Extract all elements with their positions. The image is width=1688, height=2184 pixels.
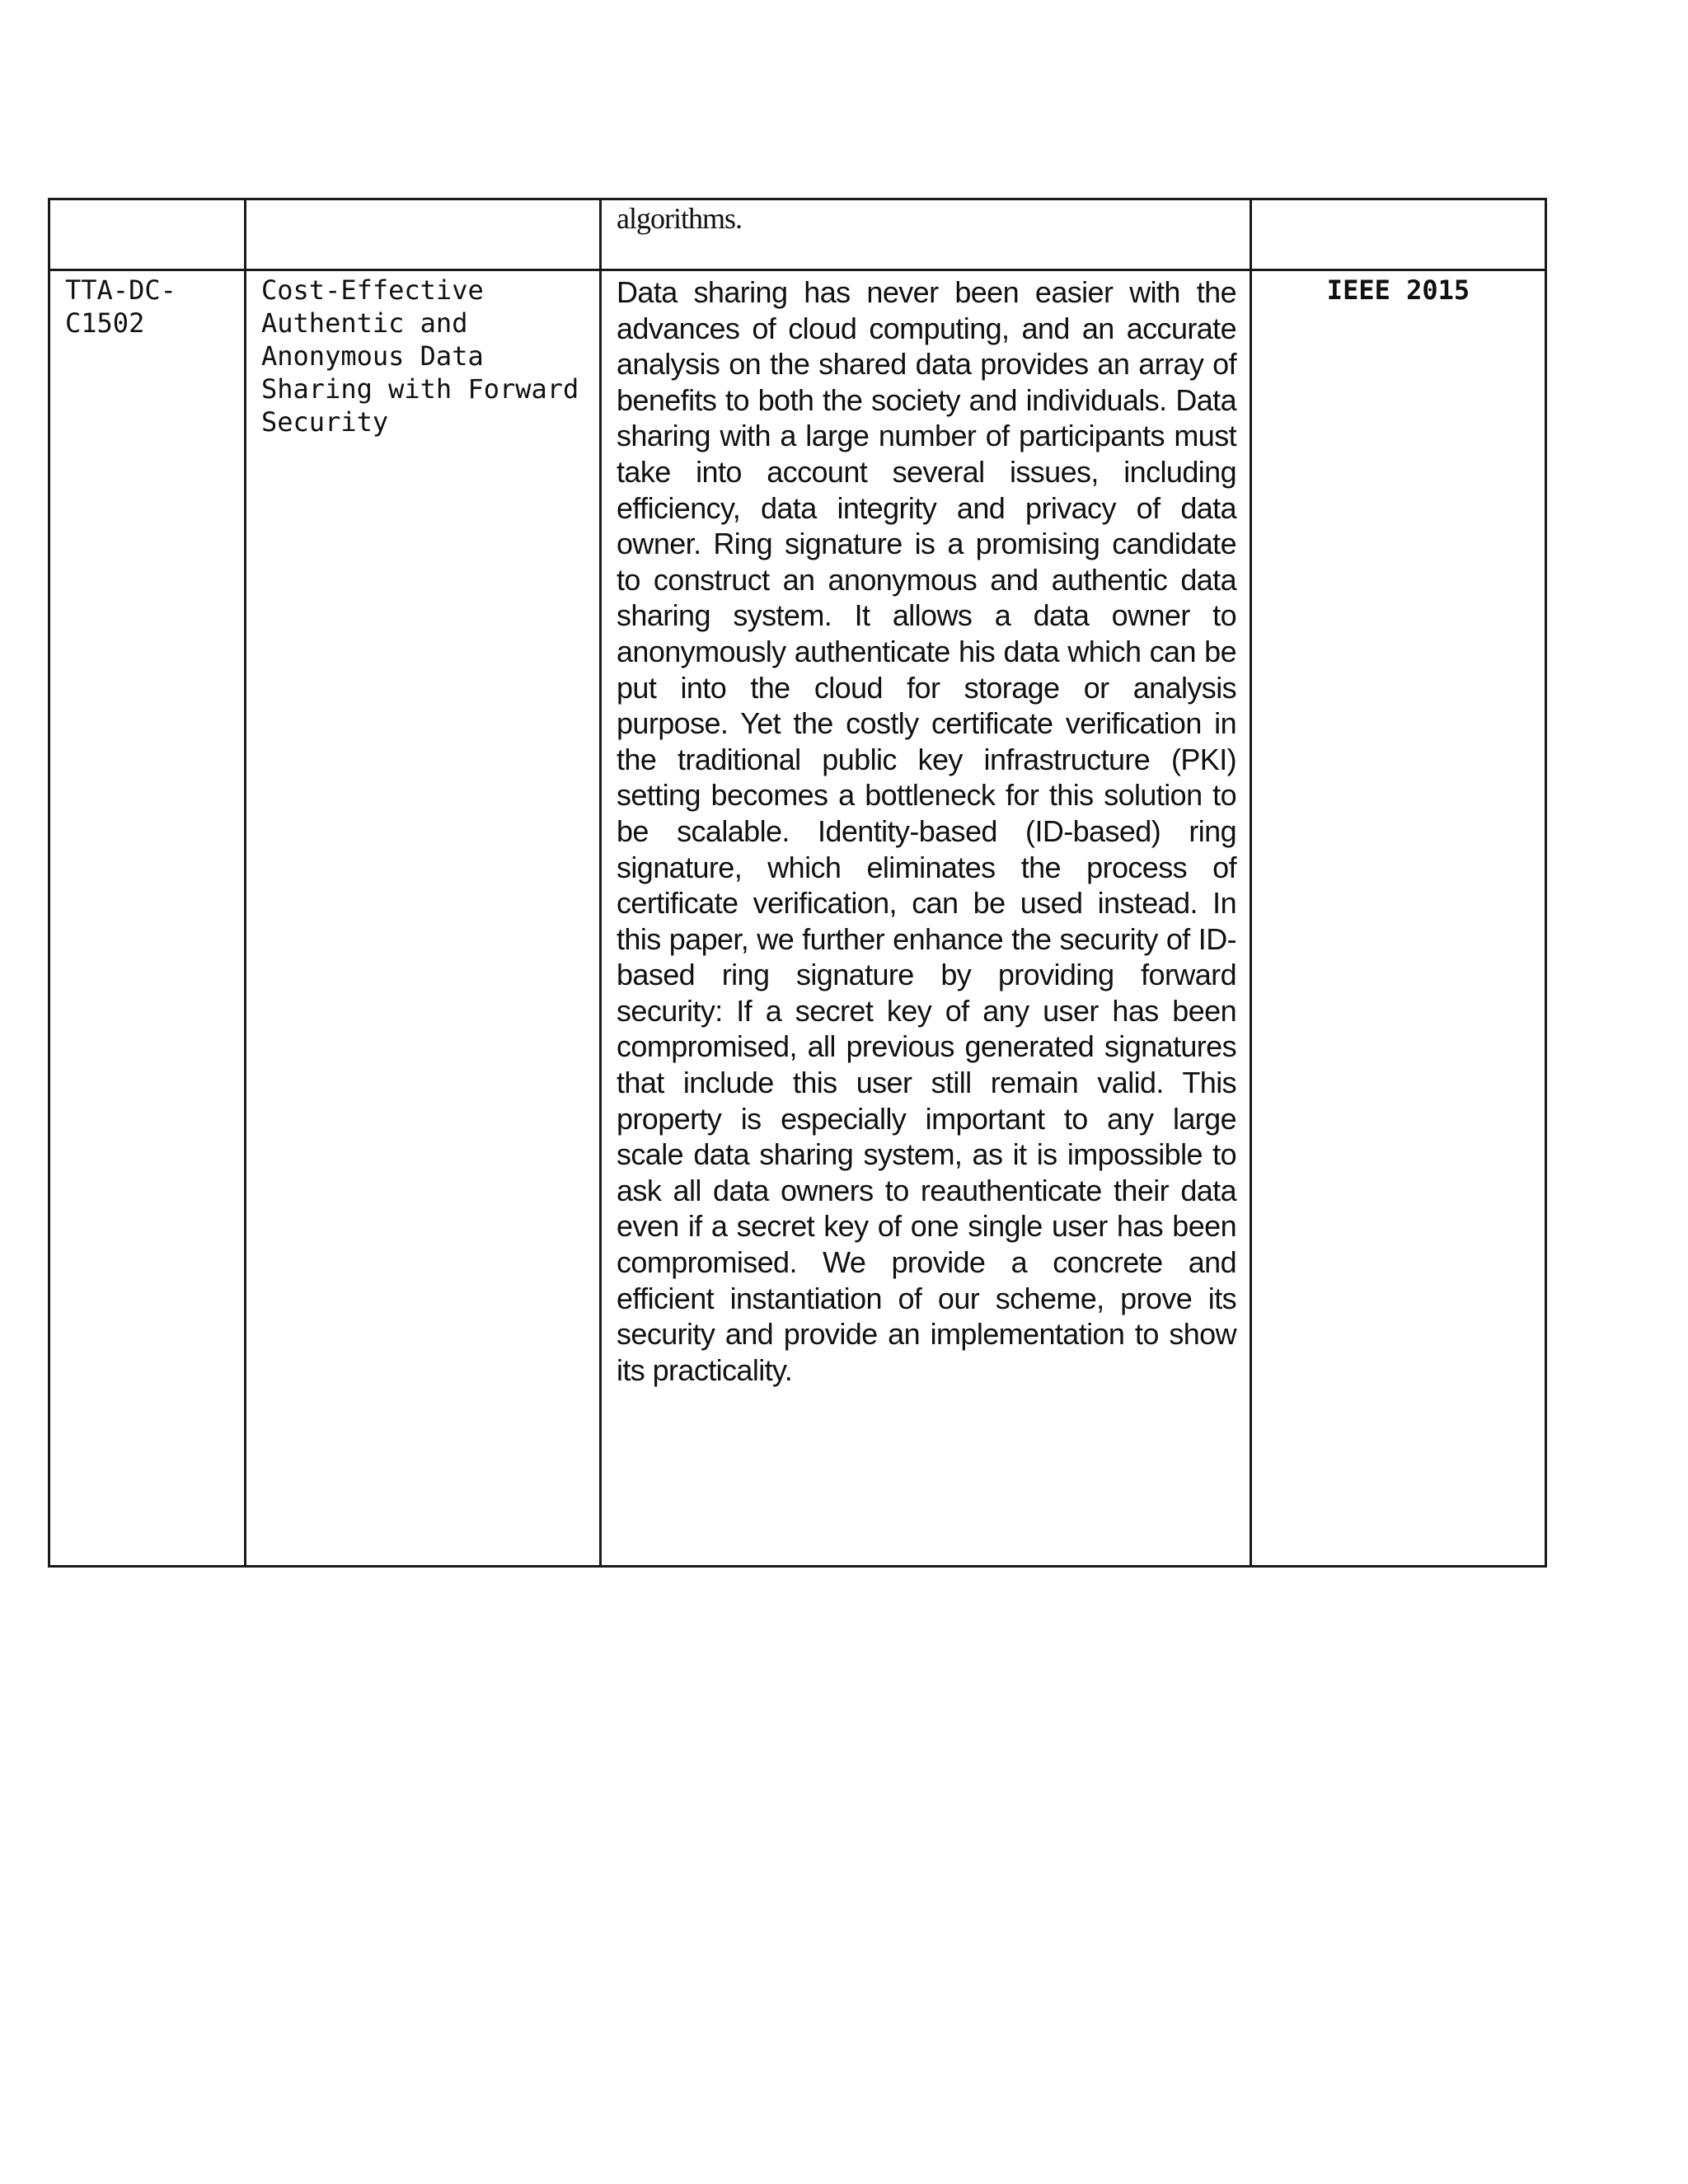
cell-title — [246, 270, 601, 1567]
table-row — [49, 270, 1546, 1567]
cell-id — [49, 270, 246, 1567]
project-table — [48, 198, 1547, 1568]
project-id: TTA-DC- C1502 — [65, 274, 176, 339]
cell-id-empty — [49, 199, 246, 270]
cell-publication — [1251, 270, 1546, 1567]
project-title: Cost-Effective Authentic and Anonymous Data Sharing with Forward Security — [261, 274, 579, 438]
publication-label: IEEE 2015 — [1326, 274, 1470, 306]
project-abstract: Data sharing has never been easier with the advances of cloud computing, and an accurate analysis on the shared data provides an array of benefits to both the society and individuals. Data sharing with a large number of participants must take into account several issues, including efficiency, data integrity and privacy of data owner. Ring signature is a promising candidate to construct an anonymous and authentic data sharing system. It allows a data owner to anonymously authenticate his data which can be put into the cloud for storage or analysis purpose. Yet the costly certificate verification in the traditional public key infrastructure (PKI) setting becomes a bottleneck for this solution to be scalable. Identity-based (ID-based) ring signature, which eliminates the process of certificate verification, can be used instead. In this paper, we further enhance the security of ID-based ring signature by providing forward security: If a secret key of any user has been compromised, all previous generated signatures that include this user still remain valid. This property is especially important to any large scale data sharing system, as it is impossible to ask all data owners to reauthenticate their data even if a secret key of one single user has been compromised. We provide a concrete and efficient instantiation of our scheme, prove its security and provide an implementation to show its practicality. — [617, 275, 1236, 1387]
cell-abstract-continued — [601, 199, 1251, 270]
abstract-tail-text: algorithms. — [617, 202, 742, 235]
cell-title-empty — [246, 199, 601, 270]
cell-publication-empty — [1251, 199, 1546, 270]
table-row-continued — [49, 199, 1546, 270]
cell-abstract — [601, 270, 1251, 1567]
